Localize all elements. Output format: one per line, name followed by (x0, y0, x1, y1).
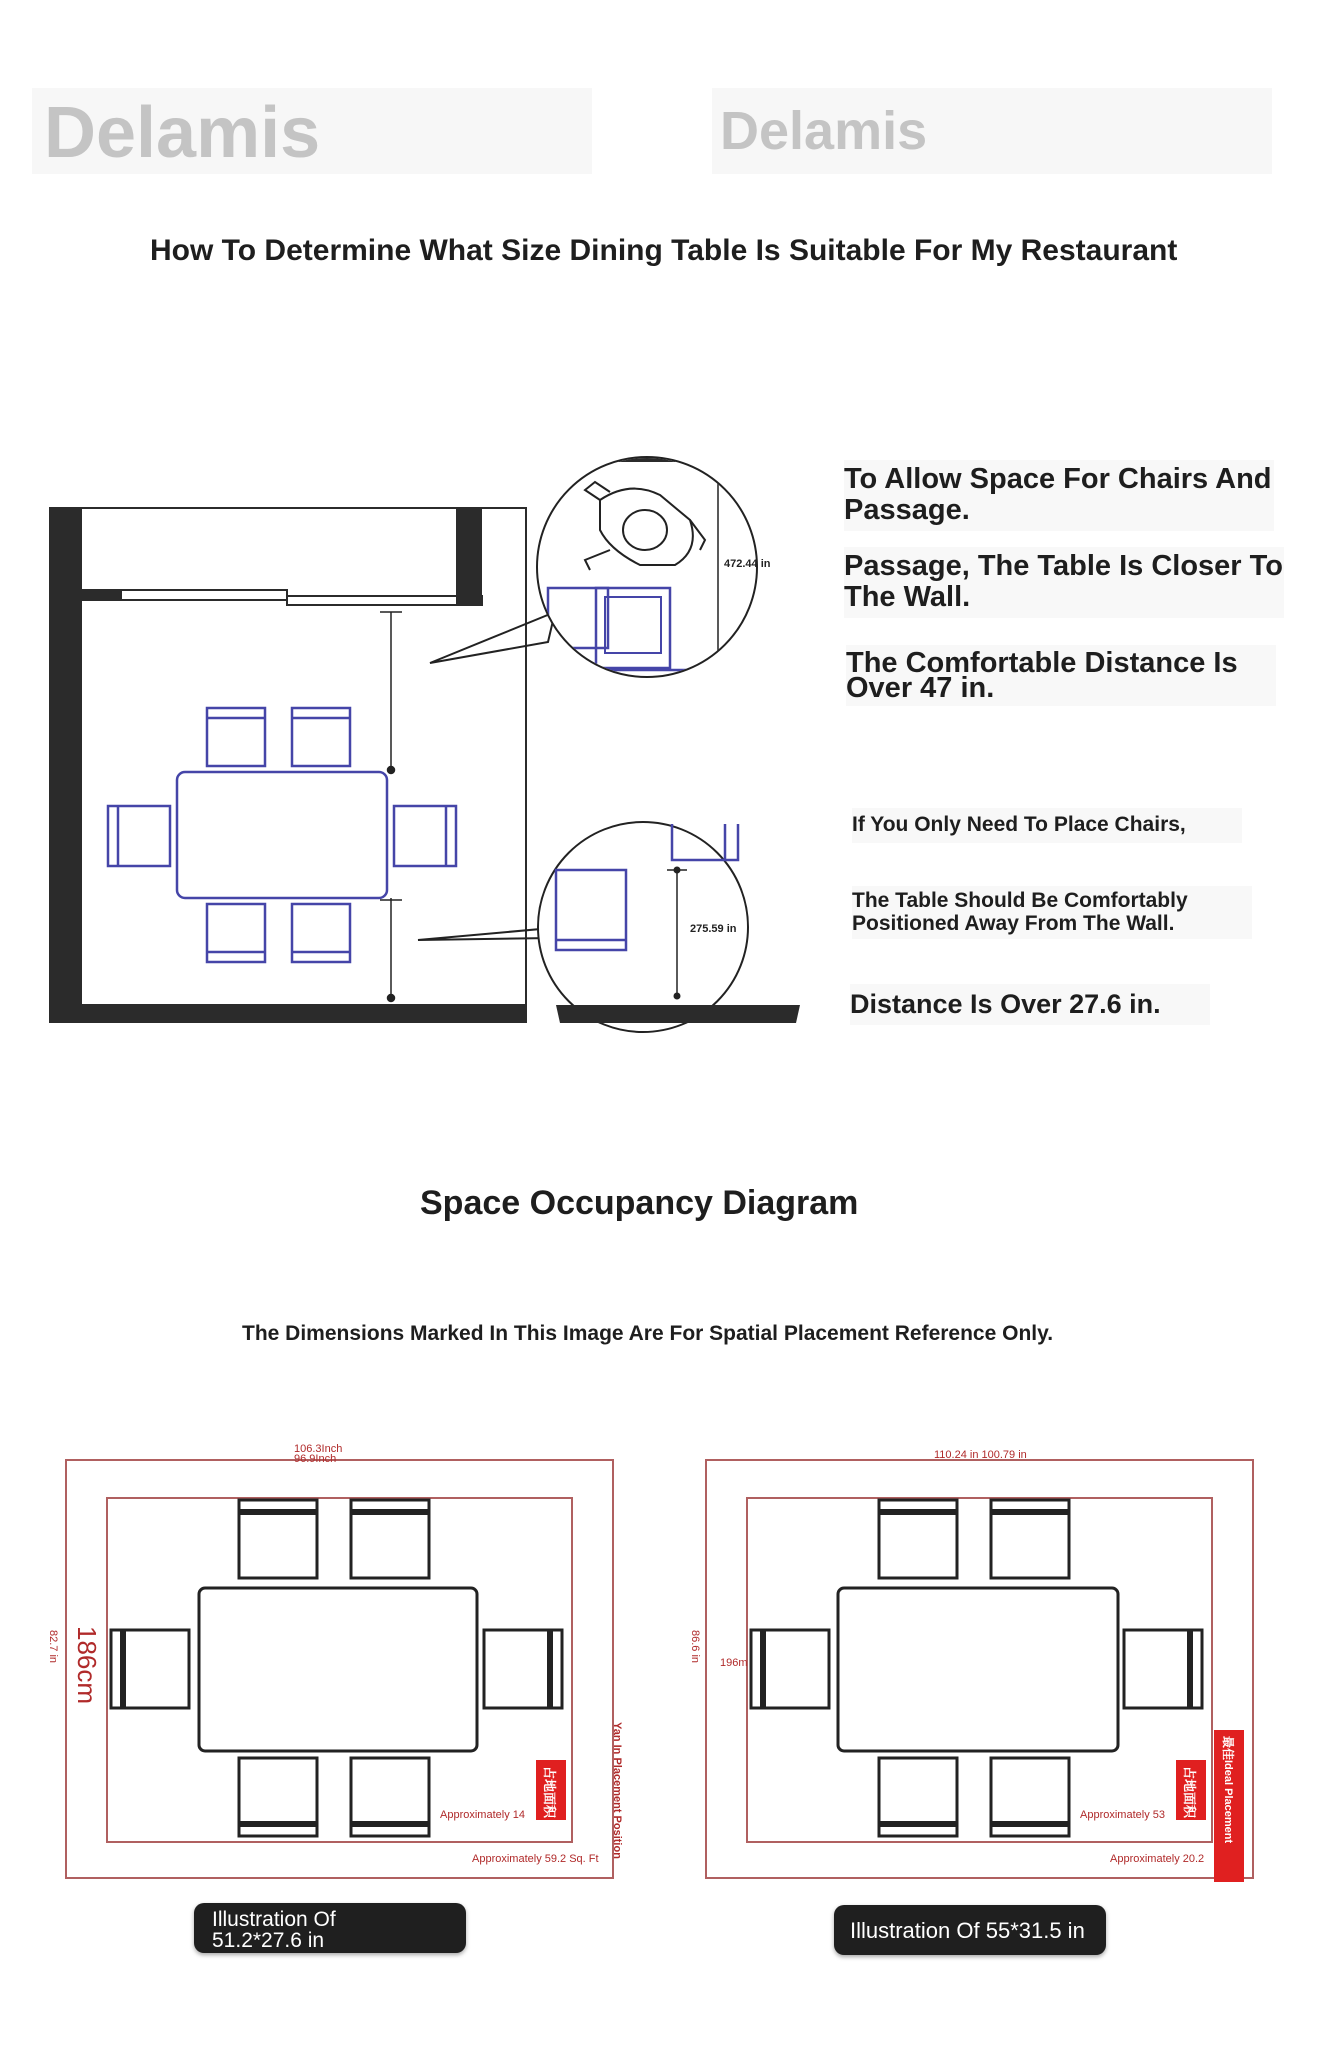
callout-pointer-lower (418, 928, 552, 940)
table-rect (199, 1588, 477, 1751)
area-stamp-text: 占地面积 (542, 1766, 557, 1819)
occupancy-diagram-left (40, 1440, 640, 1890)
note-closer-to-wall: Passage, The Table Is Closer To The Wall. (844, 547, 1284, 618)
inner-boundary (747, 1498, 1212, 1842)
brand-logo-left: Delamis (44, 93, 321, 173)
inner-boundary (107, 1498, 572, 1842)
brand-logo-right: Delamis (720, 101, 928, 161)
note-only-chairs: If You Only Need To Place Chairs, (852, 808, 1242, 843)
caption-left (194, 1903, 466, 1953)
window-bar-right (287, 596, 482, 605)
placement-vertical-label: Yan In Placement Position (611, 1722, 623, 1859)
left-wall (50, 508, 82, 1022)
top-width-inner-label: 96.9Inch (294, 1453, 337, 1465)
outer-boundary (66, 1460, 613, 1878)
area-stamp-text: 占地面积 (1182, 1766, 1197, 1819)
area-inner-label: Approximately 14 (440, 1809, 525, 1821)
zoom-upper-dimension-label: 472.44 in (724, 558, 771, 570)
occupancy-title: Space Occupancy Diagram (420, 1184, 859, 1222)
note-chairs-passage: To Allow Space For Chairs And Passage. (844, 460, 1274, 531)
room-outer-wall-outline (50, 508, 526, 1022)
caption-left-text: Illustration Of 51.2*27.6 in (212, 1908, 336, 1952)
caption-right-text: Illustration Of 55*31.5 in (850, 1918, 1085, 1943)
chairs-bottom (207, 904, 350, 962)
room-dimension-upper (380, 612, 402, 774)
room-dimension-lower (380, 898, 402, 1002)
chairs-sides (108, 806, 456, 866)
caption-right (834, 1905, 1106, 1955)
side-inner-label: 196m (720, 1657, 748, 1669)
bottom-wall (50, 1004, 526, 1022)
occupancy-diagram-right (680, 1440, 1280, 1890)
top-width-outer-label: 106.3Inch (294, 1443, 343, 1455)
side-outer-label: 86.6 in (689, 1630, 701, 1664)
right-wall-upper (456, 508, 482, 606)
table-rect (838, 1588, 1118, 1751)
chairs-top (207, 708, 350, 766)
ideal-placement-stamp-text: 最佳 (1221, 1736, 1235, 1761)
note-comfortable-distance: The Comfortable Distance Is Over 47 in. (846, 645, 1276, 706)
area-outer-label: Approximately 20.2 (1110, 1853, 1205, 1865)
zoom-lower-dimension-label: 275.59 in (690, 923, 737, 935)
side-outer-label: 82.7 in (47, 1630, 59, 1664)
note-positioned-away: The Table Should Be Comfortably Positioned Away From The Wall. (852, 886, 1252, 939)
dining-table (177, 772, 387, 898)
ideal-placement-label: Ideal Placement (1222, 1760, 1234, 1844)
note-over-27-6: Distance Is Over 27.6 in. (850, 984, 1210, 1025)
chairs (111, 1500, 562, 1836)
occupancy-disclaimer: The Dimensions Marked In This Image Are For Spatial Placement Reference Only. (242, 1322, 1054, 1345)
page-title: How To Determine What Size Dining Table Is Suitable For My Restaurant (150, 234, 1178, 267)
outer-boundary (706, 1460, 1253, 1878)
area-inner-label: Approximately 53 (1080, 1809, 1165, 1821)
floor-plan-diagram (0, 420, 850, 1080)
area-outer-label: Approximately 59.2 Sq. Ft (472, 1853, 599, 1865)
chairs (751, 1500, 1202, 1836)
top-width-label: 110.24 in 100.79 in (934, 1449, 1027, 1461)
side-inner-label: 186cm (72, 1626, 102, 1705)
callout-pointer-upper (430, 612, 555, 663)
window-bar-left-fill (82, 590, 122, 600)
